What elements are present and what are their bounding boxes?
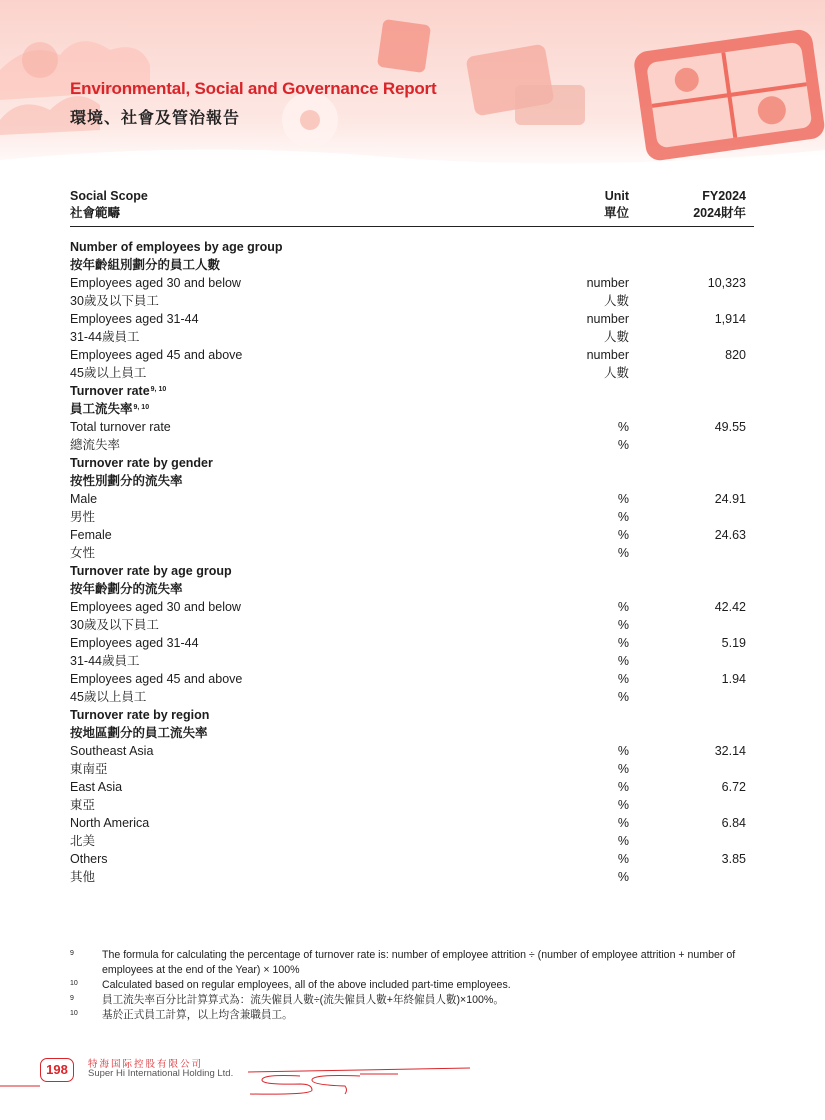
row-unit-zh: % [617,798,629,812]
table-row [70,274,754,310]
row-value: 49.55 [714,420,746,434]
row-unit-zh: % [617,834,629,848]
section-title-en: Turnover rate by region [70,708,210,722]
section-title-zh: 員工流失率 [70,402,133,416]
row-label-en: Total turnover rate [70,420,171,434]
table-row [70,778,754,814]
row-unit-zh: % [617,690,629,704]
row-label-zh: 45歲以上員工 [70,366,147,380]
table-row [70,310,754,346]
page-footer [0,1050,825,1120]
row-unit-en: % [617,492,629,506]
row-label-zh: 30歲及以下員工 [70,618,159,632]
row-label-zh: 31-44歲員工 [70,330,140,344]
row-unit-en: % [617,528,629,542]
row-label-en: Southeast Asia [70,744,154,758]
row-unit-zh: % [617,438,629,452]
footnote [70,993,760,1008]
row-label-en: Employees aged 30 and below [70,276,241,290]
row-label-zh: 45歲以上員工 [70,690,147,704]
row-unit-zh: % [617,546,629,560]
header-fy [693,188,746,222]
row-unit-zh: % [617,618,629,632]
table-row [70,670,754,706]
row-unit-zh: % [617,654,629,668]
row-value: 6.84 [721,816,746,830]
row-label-zh: 東亞 [70,798,96,812]
row-unit-en: % [617,780,629,794]
row-label-en: East Asia [70,780,123,794]
section-title-en: Turnover rate by gender [70,456,213,470]
footnote-marker: 9 [70,950,74,957]
section-title-en: Turnover rate by age group [70,564,232,578]
table-row [70,742,754,778]
header-scope [70,188,148,222]
table-row [70,850,754,886]
header-unit-zh: 單位 [603,206,629,220]
row-label-en: Employees aged 45 and above [70,672,243,686]
row-label-zh: 其他 [70,870,96,884]
row-unit-zh: % [617,510,629,524]
company-name-en: Super Hi International Holding Ltd. [88,1068,234,1079]
row-label-zh: 北美 [70,834,96,848]
row-unit-en: % [617,600,629,614]
row-label-en: Employees aged 31-44 [70,636,199,650]
row-label-en: Employees aged 31-44 [70,312,199,326]
section-title-zh: 按地區劃分的員工流失率 [70,726,208,740]
row-unit-zh: 人數 [603,294,629,308]
table-row [70,418,754,454]
row-value: 24.63 [714,528,746,542]
row-value: 1.94 [721,672,746,686]
section-row [70,454,754,490]
header-scope-en: Social Scope [70,189,148,203]
section-row [70,238,754,274]
table-row [70,526,754,562]
row-unit-zh: 人數 [603,366,629,380]
row-unit-en: % [617,420,629,434]
row-unit-en: number [586,348,629,362]
row-value: 5.19 [721,636,746,650]
table-row [70,346,754,382]
section-row [70,706,754,742]
row-unit-en: number [586,276,629,290]
row-value: 10,323 [707,276,746,290]
row-label-zh: 31-44歲員工 [70,654,140,668]
row-label-zh: 男性 [70,510,96,524]
row-unit-en: number [586,312,629,326]
page-number: 198 [40,1058,74,1082]
row-unit-zh: % [617,870,629,884]
header-unit [601,188,629,222]
report-title-en: Environmental, Social and Governance Report [70,79,437,98]
section-title-zh: 按年齡組別劃分的員工人數 [70,258,221,272]
table-header [70,188,754,227]
table-row [70,490,754,526]
row-label-zh: 30歲及以下員工 [70,294,159,308]
row-value: 820 [725,348,746,362]
footnotes [70,948,760,1023]
table-row [70,814,754,850]
row-label-en: Employees aged 30 and below [70,600,241,614]
footnote-marker: 10 [70,980,78,987]
row-unit-en: % [617,816,629,830]
section-title-en: Turnover rate [70,384,150,398]
footnote-ref: 9, 10 [133,404,150,411]
footnote-marker: 10 [70,1010,78,1017]
footnote-ref: 9, 10 [150,386,167,393]
footnote-marker: 9 [70,995,74,1002]
table-row [70,598,754,634]
row-value: 1,914 [714,312,746,326]
header-scope-zh: 社會範疇 [70,206,121,220]
row-value: 3.85 [721,852,746,866]
row-unit-zh: % [617,762,629,776]
section-row [70,382,754,418]
row-label-en: North America [70,816,150,830]
company-name-zh: 特海国际控股有限公司 [88,1059,204,1070]
row-value: 42.42 [714,600,746,614]
row-value: 6.72 [721,780,746,794]
report-title-zh: 環境、社會及管治報告 [70,110,241,127]
row-label-zh: 東南亞 [70,762,108,776]
row-label-en: Others [70,852,108,866]
social-scope-table [70,188,754,886]
row-label-en: Male [70,492,98,506]
footnote-text: 基於正式員工計算，以上均含兼職員工。 [102,1009,293,1021]
table-row [70,634,754,670]
row-label-zh: 總流失率 [70,438,121,452]
footnote [70,1008,760,1023]
footnote-text: 員工流失率百分比計算算式為：流失僱員人數÷(流失僱員人數+年終僱員人數)×100%。 [102,994,504,1006]
header-fy-en: FY2024 [702,189,746,203]
row-unit-en: % [617,636,629,650]
footnote-text: The formula for calculating the percentage of turnover rate is: number of employee attrition ÷ (number of employee attrition + number of employees at the end of the Year) × 100% [102,949,736,976]
section-title-zh: 按性別劃分的流失率 [70,474,183,488]
footnote [70,948,760,978]
table-body [70,227,754,886]
row-value: 24.91 [714,492,746,506]
row-value: 32.14 [714,744,746,758]
row-label-zh: 女性 [70,546,96,560]
row-label-en: Employees aged 45 and above [70,348,243,362]
row-unit-en: % [617,672,629,686]
header-unit-en: Unit [604,189,629,203]
row-label-en: Female [70,528,112,542]
row-unit-en: % [617,744,629,758]
row-unit-zh: 人數 [603,330,629,344]
section-title-en: Number of employees by age group [70,240,283,254]
row-unit-en: % [617,852,629,866]
footnote [70,978,760,993]
header-fy-zh: 2024財年 [693,206,746,220]
section-row [70,562,754,598]
section-title-zh: 按年齡劃分的流失率 [70,582,183,596]
footnote-text: Calculated based on regular employees, all of the above included part-time employees. [102,979,511,991]
